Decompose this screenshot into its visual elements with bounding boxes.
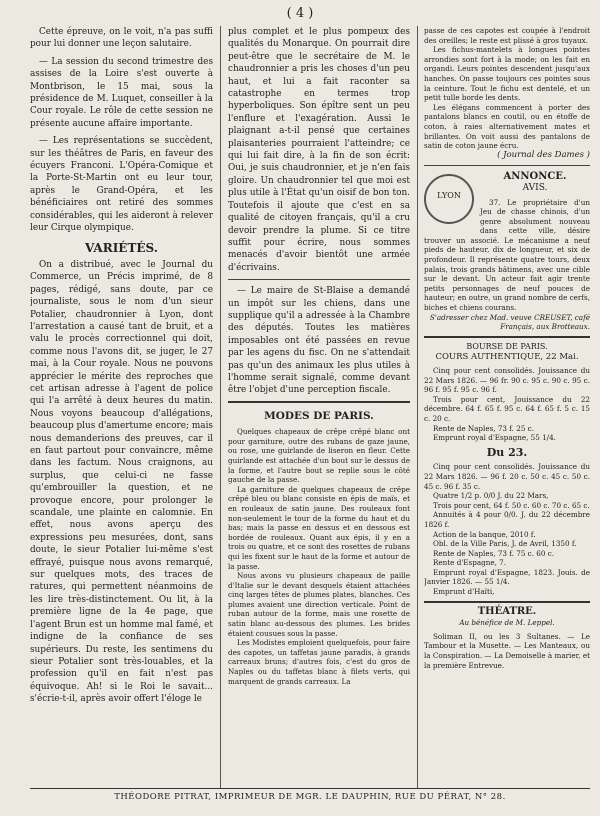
market-line: Action de la banque, 2010 f. xyxy=(433,529,536,539)
market-line: Trois pour cent, Jouissance du 22 décembre. 64 f. 65 f. 95 c. 64 f. 65 f. 5 c. 15 c. 20 c. xyxy=(424,394,590,423)
section-heading-varietes: VARIÉTÉS. xyxy=(85,240,158,255)
market-line: Emprunt d'Haïti, xyxy=(433,587,495,597)
column-3 xyxy=(424,26,590,788)
cours-heading: COURS AUTHENTIQUE, 22 Mai. xyxy=(435,352,579,363)
divider xyxy=(424,336,590,338)
market-line: Rente de Naples, 73 f. 25 c. xyxy=(433,423,534,433)
market-line: Annuités à 4 pour 0/0. J. du 22 décembre 1826 f. xyxy=(424,510,590,529)
divider xyxy=(228,279,410,280)
paragraph: La garniture de quelques chapeaux de crêpe crêpé bleu ou blanc consiste en épis de maïs, et en rouleaux de satin jaune. Des rouleaux font non-seulement le tour de la forme du haut et du bas; mais la passe en dessus et en dessous est bordée de rouleaux. Quant aux épis, il y en a trois ou quatre, et ce sont des rosettes de rubans qui les fixent sur le haut de la forme et autour de la passe. xyxy=(228,484,410,571)
announcement-heading: ANNONCE. xyxy=(503,171,567,183)
stamp-seal-icon: LYON xyxy=(424,174,474,224)
date-heading: Du 23. xyxy=(486,445,528,459)
paragraph: — Le maire de St-Blaise a demandé un impôt sur les chiens, dans une supplique qu'il a adressée à la Chambre des députés. Toutes les matières imposables ont été passées en revue par les agens du fisc. On ne s'attendait pas qu'un des animaux les plus utiles à l'homme serait signalé, comme devant être l'objet d'une perception fiscale. xyxy=(228,286,410,396)
divider xyxy=(228,401,410,403)
market-line: Quatre 1/2 p. 0/0 J. du 22 Mars, xyxy=(433,491,549,501)
market-line: Emprunt royal d'Espagne, 55 1/4. xyxy=(433,433,556,443)
benefice-line: Au bénéfice de M. Leppel. xyxy=(459,618,555,628)
printer-imprint: THÉODORE PITRAT, IMPRIMEUR DE MGR. LE DAUPHIN, RUE DU PÉRAT, N° 28. xyxy=(30,788,590,802)
paragraph: Quelques chapeaux de crêpe crêpé blanc ont pour garniture, outre des rubans de gaze jaune, ou rose, une guirlande de liseron en fleur. Cette guirlande est attachée d'un bout sur le dessus de la forme, et l'autre bout se replie sous le côté gauche de la passe. xyxy=(228,427,410,485)
paragraph: 37. Le propriétaire d'un Jeu de chasse chinois, d'un genre absolument nouveau dans cette ville, désire trouver un associé. Le mécanisme a neuf pieds de hauteur, dix de longueur, et six de profondeur. Il représente quatre tours, deux palais, trois grands bâtimens, avec une cible sur le devant. Un acteur fait agir trente petits personnages de neuf pouces de hauteur; en outre, un grand nombre de cerfs, biches et chiens courans. xyxy=(424,197,590,313)
column-divider xyxy=(417,26,418,788)
market-line: Emprunt royal d'Espagne, 1823. Jouis. de Janvier 1826. — 55 1/4. xyxy=(424,567,590,587)
paragraph: Cette épreuve, on le voit, n'a pas suffi pour lui donner une leçon salutaire. xyxy=(30,27,213,50)
market-line: Obl. de la Ville Paris, J. de Avril, 1350 f. xyxy=(433,539,577,549)
avis-heading: AVIS. xyxy=(522,182,548,193)
column-2 xyxy=(228,26,410,788)
column-1 xyxy=(30,26,213,788)
market-line: Trois pour cent, 64 f. 50 c. 60 c. 70 c. 65 c. xyxy=(433,500,590,510)
paragraph: Les Modistes emploient quelquefois, pour faire des capotes, un taffetas jaune paradis, à grands carreaux bruns; d'autres fois, c'est du gros de Naples ou du taffetas blanc à filets verts, qui marquent de grands carreaux. La xyxy=(228,638,410,686)
section-heading-modes: MODES DE PARIS. xyxy=(264,409,374,422)
contact-line: S'adresser chez Mad. veuve CREUSET, café Français, aux Brotteaux. xyxy=(429,312,590,332)
page-number: ( 4 ) xyxy=(286,6,314,21)
source-attribution: ( Journal des Dames ) xyxy=(497,149,590,160)
paragraph: Soliman II, ou les 3 Sultanes. — Le Tambour et la Musette. — Les Manteaux, ou la Conspiration. — La Demoiselle à marier, et la première Entrevue. xyxy=(424,631,590,670)
paragraph: plus complet et le plus pompeux des qualités du Monarque. On pourrait dire peut-être que le secrétaire de M. le chaudronnier a pris les choses d'un peu haut, et lui a fait raconter sa catastrophe en termes trop hyperboliques. Son épître sent un peu l'enflure et l'exagération. Aussi le plaignant a-t-il pensé que certaines plaisanteries pourraient l'atteindre; ce qui lui fait dire, à la fin de son écrit: Oui, je suis chaudronnier, et je n'en fais gloire. Un chaudronnier tel que moi est plus utile à l'État qu'un oisif de bon ton. Toutefois il ajoute que c'est en sa qualité de citoyen français, qu'il a cru devoir prendre la plume. Si ce titre suffit pour écrire, nous sommes menacés d'avoir bientôt une armée d'écrivains. xyxy=(228,27,410,273)
paragraph: On a distribué, avec le Journal du Commerce, un Précis imprimé, de 8 pages, rédigé, sans doute, par ce journaliste, sous le nom d'un sieur Potalier, chaudronnier à Lyon, dont l'arrestation a causé tant de bruit, et a valu le procès correctionnel qui doit, comme nous l'avons dit, se juger, le 27 mai, à la Cour royale. Nous ne pouvons apprécier le mérite des reproches que cet artisan adresse à l'agent de police qui l'a arrêté à deux heures du matin. Nous voyons beaucoup d'allégations, beaucoup plus d'amertume encore; mais nous demanderions des preuves, car il en faut partout pour convaincre, même dans les factum. Nous craignons, au surplus, que celui-ci ne fasse qu'embrouiller la question, et ne provoque encore, pour prolonger le scandale, une plainte en calomnie. En effet, nous avons aperçu des expressions peu mesurées, dont, sans doute, le sieur Potalier lui-même s'est effrayé, puisque nous avons remarqué, sur quelques mots, des traces de ratures, qui permettent néanmoins de les lire très-distinctement. Ou lit, à la première ligne de la 4e page, que l'agent Brun est un homme mal famé, et indigne de la confiance de ses supérieurs. Du reste, les sentimens du sieur Potalier sont très-louables, et la profession qu'il en fait n'est pas équivoque. Ah! si le Roi le savait... s'écrie-t-il, après avoir offert l'éloge le xyxy=(30,259,213,705)
paragraph: Les fichus-mantelets à longues pointes arrondies sont fort à la mode; on les fait en organdi. Leurs pointes descendent jusqu'aux hanches. On passe toujours ces pointes sous la ceinture. Tout le fichu est dentelé, et un petit tulle borde les dents. xyxy=(424,45,590,103)
paragraph: Nous avons vu plusieurs chapeaux de paille d'Italie sur le devant desquels étaient attachées cinq larges têtes de plumes plates, blanches. Ces plumes avaient une direction verticale. Point de ruban autour de la forme, mais une rosette de satin blanc au-dessous des plumes. Les brides étaient cousues sous la passe. xyxy=(228,571,410,638)
bourse-heading: BOURSE DE PARIS. xyxy=(466,341,548,351)
paragraph: Les élégans commencent à porter des pantalons blancs en coutil, ou en étoffe de coton, à raies alternativement mates et brillantes. On voit aussi des pantalons de satin de coton jaune écru. xyxy=(424,102,590,151)
announcement-block xyxy=(424,172,590,332)
paragraph: — La session du second trimestre des assises de la Loire s'est ouverte à Montbrison, le 15 mai, sous la présidence de M. Luquet, conseiller à la Cour royale. Le rôle de cette session ne présente aucune affaire importante. xyxy=(30,56,213,129)
paragraph: passe de ces capotes est coupée à l'endroit des oreilles; le reste est plissé à gros tuyaux. xyxy=(424,26,590,45)
market-line: Cinq pour cent consolidés. Jouissance du 22 Mars 1826. — 96 f. 20 c. 50 c. 45 c. 50 c. 45 c. 96 f. 35 c. xyxy=(424,462,590,491)
market-line: Rente d'Espagne, 7. xyxy=(433,558,507,568)
divider xyxy=(424,165,590,166)
theatre-heading: THÉATRE. xyxy=(477,605,537,617)
market-line: Rente de Naples, 73 f. 75 c. 60 c. xyxy=(433,548,555,558)
column-divider xyxy=(220,26,221,788)
paragraph: — Les représentations se succèdent, sur les théâtres de Paris, en faveur des écuyers Franconi. L'Opéra-Comique et la Porte-St-Martin ont eu leur tour, après le Grand-Opéra, et les bénéficiaires ont retiré des sommes considérables, qui les aideront à relever leur Cirque olympique. xyxy=(30,136,213,234)
divider xyxy=(424,601,590,603)
market-line: Cinq pour cent consolidés. Jouissance du 22 Mars 1826. — 96 fr. 90 c. 95 c. 90 c. 95 c. 96 f. 95 f. 95 c. 96 f. xyxy=(424,366,590,395)
